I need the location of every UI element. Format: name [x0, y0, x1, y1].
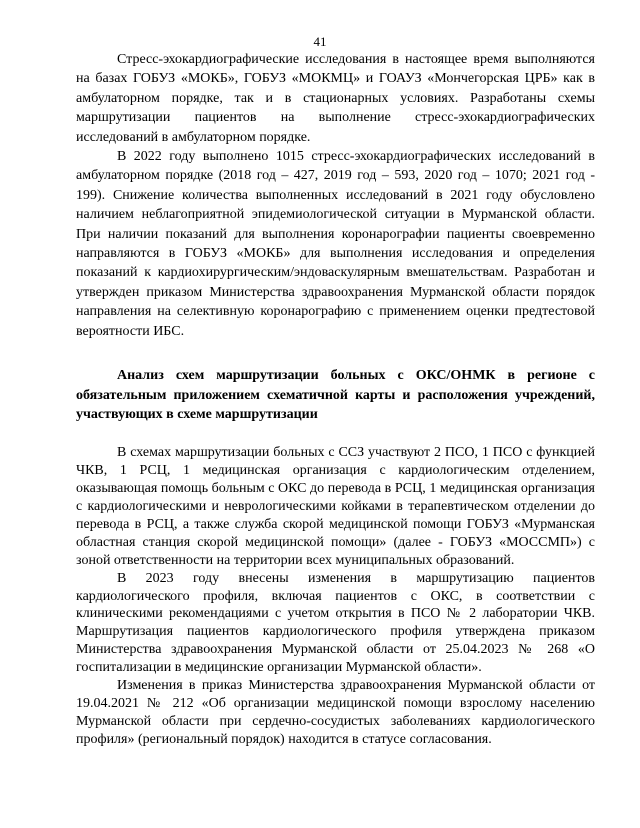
- section-routing: [76, 444, 595, 748]
- document-body: [76, 50, 595, 749]
- paragraph-routing-participants: В схемах маршрутизации больных с ССЗ участвуют 2 ПСО, 1 ПСО с функцией ЧКВ, 1 РСЦ, 1 медицинская организация с кардиологическим отделением, оказывающая помощь больным с ОКС до перевода в РСЦ, 1 медицинская организация с кардиологическими и неврологическими койками в терапевтическом отделении до перевода в РСЦ, а также служба скорой медицинской помощи ГОБУЗ «Мурманская областная станция скорой медицинской помощи» (далее - ГОБУЗ «МОССМП») с зоной ответственности на территории всех муниципальных образований.: [76, 445, 595, 568]
- paragraph-stress-echo-statistics: В 2022 году выполнено 1015 стресс-эхокардиографических исследований в амбулаторном порядке (2018 год – 427, 2019 год – 593, 2020 год – 1070; 2021 год - 199). Снижение количества выполненных исследований в 2021 году обусловлено наличием неблагоприятной эпидемиологической ситуации в Мурманской области. При наличии показаний для выполнения коронарографии пациенты своевременно направляются в ГОБУЗ «МОКБ» для выполнения исследования и определения показаний к кардиохирургическим/эндоваскулярным вмешательствам. Разработан и утвержден приказом Министерства здравоохранения Мурманской области порядок направления на селективную коронарографию с применением оценки предтестовой вероятности ИБС.: [76, 149, 595, 339]
- paragraph-order-amendments: Изменения в приказ Министерства здравоохранения Мурманской области от 19.04.2021 № 212 «Об организации медицинской помощи взрослому населению Мурманской области при сердечно-сосудистых заболеваниях кардиологического профиля» (региональный порядок) находится в статусе согласования.: [76, 678, 595, 747]
- paragraph-routing-changes-2023: В 2023 году внесены изменения в маршрутизацию пациентов кардиологического профиля, включая пациентов с ОКС, в соответствии с клиническими рекомендациями с учетом открытия в ПСО № 2 лаборатории ЧКВ. Маршрутизация пациентов кардиологического профиля утверждена приказом Министерства здравоохранения Мурманской области от 25.04.2023 № 268 «О госпитализации в медицинские организации Мурманской области».: [76, 570, 595, 676]
- paragraph-stress-echo-sites: Стресс-эхокардиографические исследования в настоящее время выполняются на базах ГОБУЗ «МОКБ», ГОБУЗ «МОКМЦ» и ГОАУЗ «Мончегорская ЦРБ» как в амбулаторном порядке, так и в стационарных условиях. Разработаны схемы маршрутизации пациентов на выполнение стресс-эхокардиографических исследований в амбулаторном порядке.: [76, 52, 595, 145]
- section-stress-echo: [76, 50, 595, 341]
- page-number: 41: [313, 34, 327, 49]
- section-heading: Анализ схем маршрутизации больных с ОКС/ОНМК в регионе с обязательным приложением схематичной карты и расположения учреждений, участвующих в схеме маршрутизации: [76, 368, 595, 422]
